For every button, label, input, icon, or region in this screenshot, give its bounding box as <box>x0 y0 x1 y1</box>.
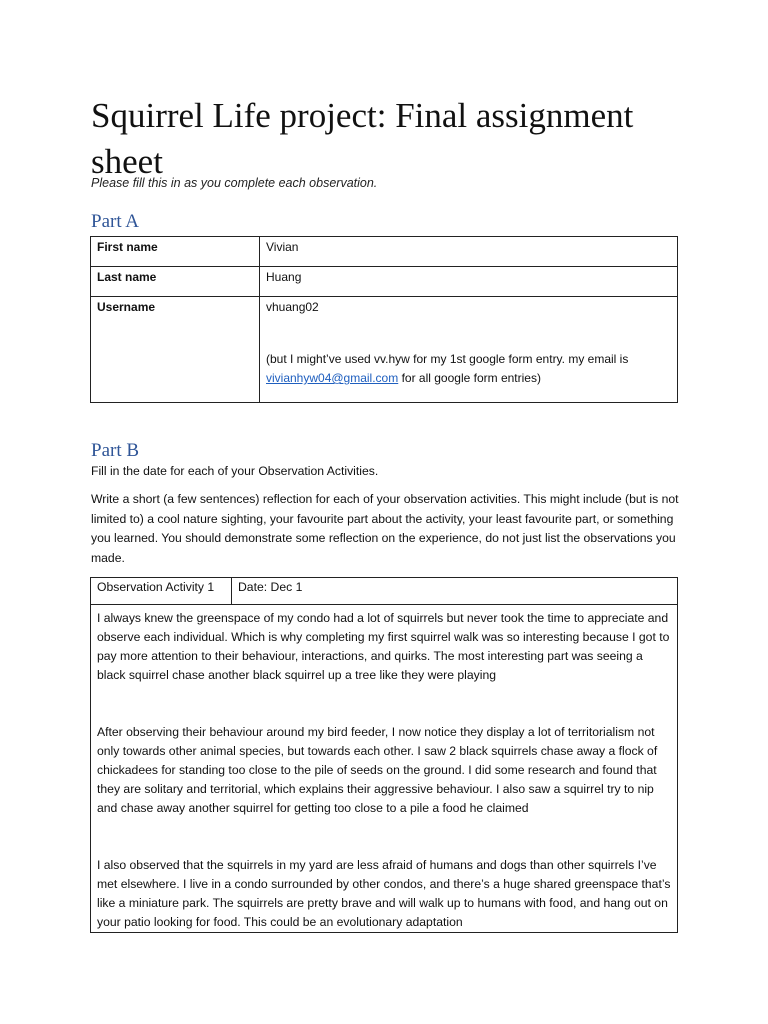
last-name-label: Last name <box>91 267 260 297</box>
table-row <box>91 267 678 297</box>
table-row <box>91 237 678 267</box>
part-b-heading: Part B <box>91 440 140 461</box>
part-b-instruction-date: Fill in the date for each of your Observation Activities. <box>91 464 379 478</box>
document-title: Squirrel Life project: Final assignment sheet <box>91 96 634 181</box>
last-name-value: Huang <box>260 267 678 297</box>
reflection-paragraph: I always knew the greenspace of my condo had a lot of squirrels but never took the time to appreciate and observe each individual. Which is why completing my first squirrel walk was so interesting because I got to pay more attention to their behaviour, interactions, and quirks. The most interesting part was seeing a black squirrel chase another black squirrel up a tree like they were playing <box>97 611 670 682</box>
username-label: Username <box>91 297 260 403</box>
part-a-table <box>90 236 678 403</box>
reflection-paragraph: I also observed that the squirrels in my yard are less afraid of humans and dogs than other squirrels I’ve met elsewhere. I live in a condo surrounded by other condos, and there’s a huge shared greenspace that’s like a miniature park. The squirrels are pretty brave and will walk up to humans with food, and hang out on your patio looking for food. This could be an evolutionary adaptation <box>97 858 671 929</box>
reflection-cell <box>91 605 678 933</box>
table-row <box>91 605 678 933</box>
part-a-heading: Part A <box>91 211 140 232</box>
part-b-instruction-reflection: Write a short (a few sentences) reflection for each of your observation activities. This might include (but is not limited to) a cool nature sighting, your favourite part about the activity, your least favourite part, or something you learned. You should demonstrate some reflection on the experience, do not just list the observations you made. <box>91 492 679 565</box>
first-name-label: First name <box>91 237 260 267</box>
username-value: vhuang02 <box>266 300 319 314</box>
username-note-text: (but I might’ve used vv.hyw for my 1st google form entry. my email is <box>266 352 629 366</box>
table-row <box>91 578 678 605</box>
username-note <box>266 350 671 388</box>
first-name-value: Vivian <box>260 237 678 267</box>
reflection-paragraph: After observing their behaviour around my bird feeder, I now notice they display a lot of territorialism not only towards other animal species, but towards each other. I saw 2 black squirrels chase away a flock of chickadees for standing too close to the pile of seeds on the ground. I did some research and found that they are solitary and territorial, which explains their aggressive behaviour. I also saw a squirrel try to nip and chase away another squirrel for getting too close to a pile a food he claimed <box>97 725 658 815</box>
table-row <box>91 297 678 403</box>
activity-date: Date: Dec 1 <box>232 578 678 605</box>
username-note-text-end: for all google form entries) <box>398 371 541 385</box>
activity-label: Observation Activity 1 <box>91 578 232 605</box>
observation-table <box>90 577 678 933</box>
username-cell <box>260 297 678 403</box>
email-link[interactable]: vivianhyw04@gmail.com <box>266 371 399 385</box>
document-subtitle: Please fill this in as you complete each observation. <box>91 176 378 190</box>
